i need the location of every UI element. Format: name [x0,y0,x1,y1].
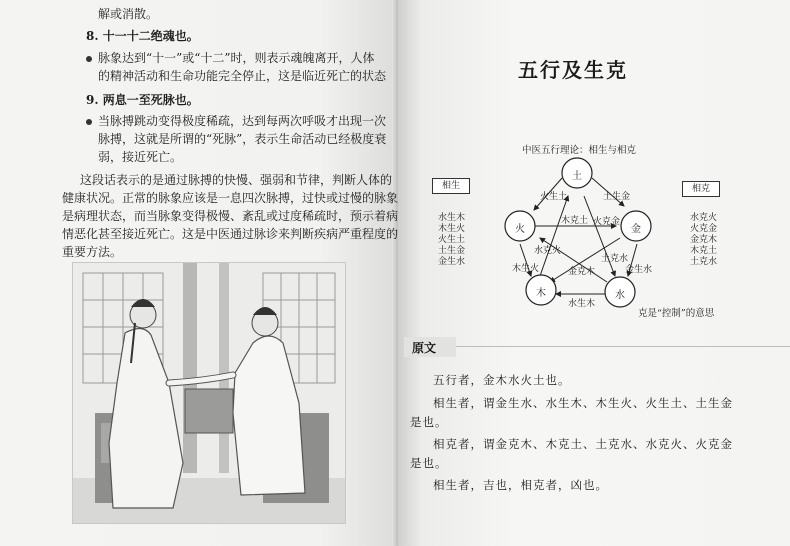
ke-list-item: 金克木 [690,235,718,245]
classical-text-line: 相生者，谓金生水、水生木、木生火、火生土、土生金 [433,396,733,410]
node-shui-label: 水 [615,290,625,301]
body-line [98,6,158,22]
node-tu-label: 土 [572,171,582,182]
ke-box: 相克 [682,181,720,197]
edge-label: 木生火 [512,264,540,274]
edge-label: 土克水 [601,254,629,264]
line-text: 是病理状态，而当脉象变得极慢、紊乱或过度稀疏时，预示着病 [62,209,399,223]
bullet-icon [86,56,92,62]
body-line [98,149,182,165]
line-text: 弱，接近死亡。 [98,150,183,164]
body-line [80,172,392,188]
edge-label: 金生水 [625,265,653,275]
page-title: 五行及生克 [518,58,628,82]
classical-text-line: 是也。 [410,456,448,470]
edge-mu-ke-tu [540,196,568,276]
sheng-list-item: 水生木 [438,213,466,223]
edge-label: 火生土 [540,192,568,202]
line-text: 这段话表示的是通过脉搏的快慢、强弱和节律，判断人体的 [80,173,393,187]
line-text: 8. 十一十二绝魂也。 [86,29,199,43]
sheng-list-item: 火生土 [438,235,466,245]
node-huo-label: 火 [515,224,525,235]
ke-list-item: 土克水 [690,257,718,267]
edge-label: 水生木 [568,299,596,309]
sheng-list-item: 金生水 [438,257,466,267]
classical-text-line: 是也。 [410,415,448,429]
edge-label: 水克火 [534,246,562,256]
body-line [86,50,375,66]
section-label: 原文 [412,341,437,355]
body-line [62,226,398,242]
classical-text-line: 相生者，吉也，相克者，凶也。 [433,478,608,492]
line-text: 脉象达到“十一”或“十二”时，则表示魂魄离开，人体 [98,51,375,65]
ke-list-item: 木克土 [690,246,718,256]
section-divider [456,346,790,347]
line-text: 健康状况。正常的脉象应该是一息四次脉搏，过快或过慢的脉象 [62,191,399,205]
sheng-list-item: 土生金 [438,246,466,256]
sheng-box: 相生 [432,178,470,194]
body-line [62,190,398,206]
line-text: 的精神活动和生命功能完全停止，这是临近死亡的状态 [98,69,387,83]
bullet-icon [86,119,92,125]
edge-label: 土生金 [603,192,631,202]
classical-text-line: 五行者，金木水火土也。 [433,373,571,387]
node-jin-label: 金 [631,224,641,235]
sheng-list-item: 木生火 [438,224,466,234]
edge-label: 木克土 [561,216,589,226]
diagram-caption: 中医五行理论：相生与相克 [522,145,637,156]
section-heading [86,28,199,44]
body-line [86,113,386,129]
line-text: 解或消散。 [98,7,159,21]
node-mu-label: 木 [536,288,546,299]
ke-list-item: 火克金 [690,224,718,234]
body-line [62,208,398,224]
edge-label: 金克木 [568,267,596,277]
diagram-note: 克是“控制”的意思 [638,308,715,319]
line-text: 脉搏，这就是所谓的“死脉”，表示生命活动已经极度衰 [98,132,387,146]
line-text: 重要方法。 [62,245,123,259]
ke-list-item: 水克火 [690,213,718,223]
body-line [98,68,386,84]
classical-text-line: 相克者，谓金克木、木克土、土克水、水克火、火克金 [433,437,733,451]
edge-label: 火克金 [593,217,621,227]
body-line [98,131,386,147]
section-heading [86,92,199,108]
line-text: 9. 两息一至死脉也。 [86,93,199,107]
line-text: 当脉搏跳动变得极度稀疏，达到每两次呼吸才出现一次 [98,114,387,128]
line-text: 情恶化甚至接近死亡。这是中医通过脉诊来判断疾病严重程度的 [62,227,399,241]
body-line [62,244,122,260]
